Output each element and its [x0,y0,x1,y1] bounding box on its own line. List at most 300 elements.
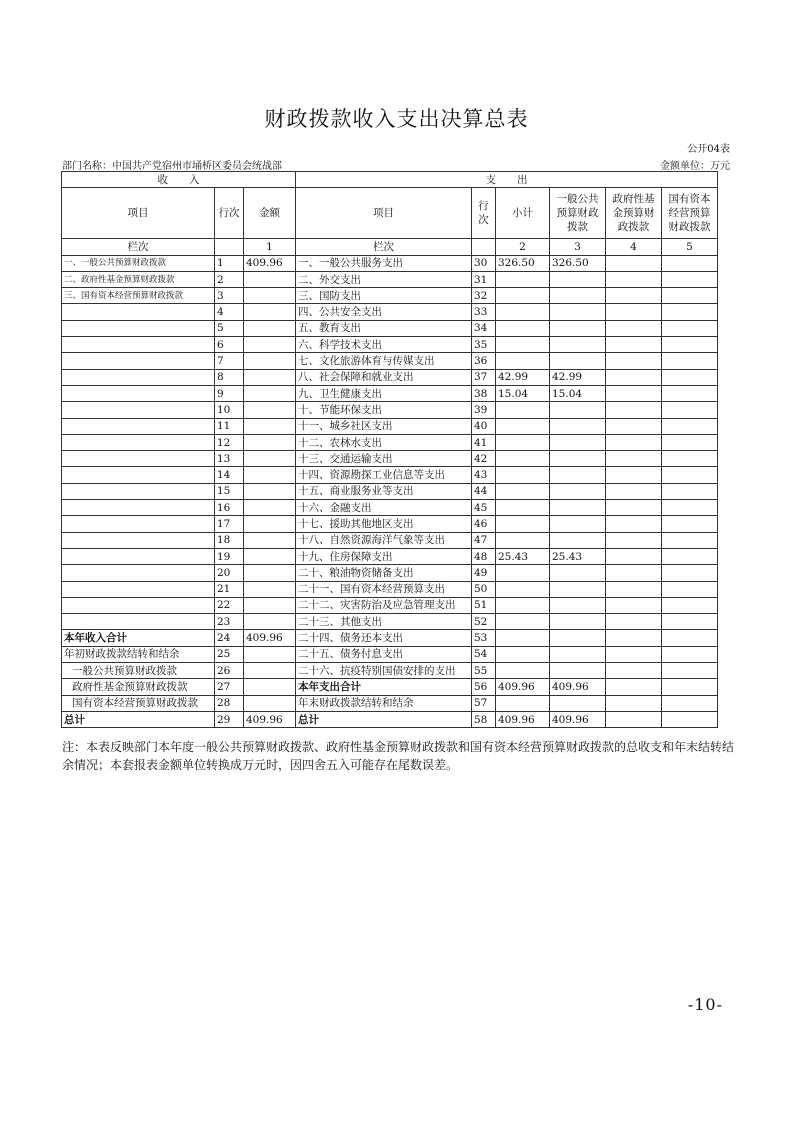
col-number-label: 栏次 [62,239,215,255]
expense-fund [606,288,662,304]
income-item: 二、政府性基金预算财政拨款 [62,271,215,287]
income-item [62,353,215,369]
expense-fund [606,565,662,581]
expense-general [550,516,606,532]
col-header-general: 一般公共预算财政拨款 [550,188,606,239]
expense-fund [606,711,662,727]
expense-item: 年末财政拨款结转和结余 [296,695,472,711]
expense-item: 二十六、抗疫特别国债安排的支出 [296,663,472,679]
expense-subtotal [496,353,550,369]
expense-general [550,418,606,434]
income-header: 收 入 [62,172,296,188]
expense-general [550,532,606,548]
income-item: 政府性基金预算财政拨款 [62,679,215,695]
expense-state [662,630,718,646]
table-row [62,369,718,385]
expense-item: 十、节能环保支出 [296,402,472,418]
expense-subtotal [496,663,550,679]
income-amount [244,532,296,548]
expense-subtotal [496,337,550,353]
expense-state [662,451,718,467]
table-row [62,255,718,271]
expense-item: 九、卫生健康支出 [296,385,472,401]
expense-state [662,646,718,662]
expense-general [550,271,606,287]
expense-subtotal [496,597,550,613]
income-row-no: 12 [215,434,244,450]
income-item [62,385,215,401]
income-row-no: 9 [215,385,244,401]
income-row-no: 27 [215,679,244,695]
expense-fund [606,483,662,499]
expense-item: 十二、农林水支出 [296,434,472,450]
expense-state [662,483,718,499]
income-item: 一般公共预算财政拨款 [62,663,215,679]
income-item [62,532,215,548]
expense-row-no: 43 [472,467,496,483]
table-row [62,646,718,662]
expense-item: 二十、粮油物资储备支出 [296,565,472,581]
income-item [62,516,215,532]
income-amount [244,385,296,401]
income-amount [244,271,296,287]
expense-fund [606,385,662,401]
expense-row-no: 47 [472,532,496,548]
col-header-item2: 项目 [296,188,472,239]
expense-general: 15.04 [550,385,606,401]
col-header-fund: 政府性基金预算财政拨款 [606,188,662,239]
income-amount [244,288,296,304]
expense-subtotal [496,581,550,597]
expense-row-no: 35 [472,337,496,353]
income-amount: 409.96 [244,255,296,271]
income-item: 一、一般公共预算财政拨款 [62,255,215,271]
table-row [62,695,718,711]
expense-row-no: 41 [472,434,496,450]
table-row [62,597,718,613]
expense-subtotal [496,646,550,662]
income-item: 三、国有资本经营预算财政拨款 [62,288,215,304]
income-amount [244,304,296,320]
expense-subtotal [496,434,550,450]
expense-item: 十一、城乡社区支出 [296,418,472,434]
expense-state [662,516,718,532]
income-row-no: 18 [215,532,244,548]
income-item: 国有资本经营预算财政拨款 [62,695,215,711]
expense-general [550,500,606,516]
income-row-no: 16 [215,500,244,516]
expense-state [662,304,718,320]
income-row-no: 3 [215,288,244,304]
expense-subtotal [496,614,550,630]
expense-general [550,565,606,581]
income-item [62,451,215,467]
expense-subtotal [496,304,550,320]
expense-row-no: 54 [472,646,496,662]
income-row-no: 23 [215,614,244,630]
expense-general: 409.96 [550,679,606,695]
page-title: 财政拨款收入支出决算总表 [264,107,529,131]
income-amount [244,565,296,581]
expense-item: 本年支出合计 [296,679,472,695]
header-row-columns [62,188,718,239]
income-item: 总计 [62,711,215,727]
col-header-state: 国有资本经营预算财政拨款 [662,188,718,239]
income-amount: 409.96 [244,711,296,727]
expense-subtotal [496,565,550,581]
expense-subtotal [496,320,550,336]
income-amount [244,597,296,613]
expense-general [550,402,606,418]
expense-row-no: 40 [472,418,496,434]
col-number-empty [472,239,496,255]
expense-item: 二十五、债务付息支出 [296,646,472,662]
expense-row-no: 52 [472,614,496,630]
expense-fund [606,581,662,597]
expense-subtotal: 42.99 [496,369,550,385]
expense-row-no: 48 [472,548,496,564]
expense-state [662,711,718,727]
income-item [62,581,215,597]
col-number-empty [215,239,244,255]
expense-subtotal [496,288,550,304]
income-row-no: 6 [215,337,244,353]
income-amount: 409.96 [244,630,296,646]
expense-state [662,532,718,548]
column-number-row [62,239,718,255]
income-amount [244,679,296,695]
expense-item: 总计 [296,711,472,727]
expense-subtotal [496,402,550,418]
expense-state [662,320,718,336]
expense-item: 七、文化旅游体育与传媒支出 [296,353,472,369]
income-amount [244,581,296,597]
income-row-no: 17 [215,516,244,532]
expense-general [550,320,606,336]
expense-fund [606,418,662,434]
income-row-no: 15 [215,483,244,499]
income-row-no: 13 [215,451,244,467]
income-item [62,418,215,434]
expense-item: 六、科学技术支出 [296,337,472,353]
expense-general: 326.50 [550,255,606,271]
page-number: -10- [687,995,723,1014]
income-item [62,402,215,418]
income-row-no: 26 [215,663,244,679]
expense-general: 42.99 [550,369,606,385]
expense-state [662,597,718,613]
expense-state [662,288,718,304]
income-item [62,483,215,499]
table-row [62,434,718,450]
expense-state [662,679,718,695]
expense-row-no: 46 [472,516,496,532]
income-amount [244,467,296,483]
expense-fund [606,467,662,483]
income-item [62,320,215,336]
expense-row-no: 56 [472,679,496,695]
expense-state [662,565,718,581]
expense-item: 十三、交通运输支出 [296,451,472,467]
income-item [62,597,215,613]
expense-general [550,467,606,483]
expense-subtotal [496,500,550,516]
form-number: 公开04表 [687,144,730,155]
budget-summary-table [61,171,718,728]
expense-fund [606,434,662,450]
table-row [62,711,718,727]
expense-state [662,271,718,287]
table-row [62,532,718,548]
col-header-row2: 行次 [472,188,496,239]
table-row [62,483,718,499]
expense-subtotal [496,483,550,499]
income-amount [244,516,296,532]
income-item [62,337,215,353]
income-row-no: 20 [215,565,244,581]
expense-row-no: 42 [472,451,496,467]
col-header-amount: 金额 [244,188,296,239]
income-amount [244,320,296,336]
expense-state [662,369,718,385]
expense-row-no: 30 [472,255,496,271]
income-amount [244,369,296,385]
expense-item: 二十四、债务还本支出 [296,630,472,646]
table-row [62,288,718,304]
income-amount [244,434,296,450]
expense-row-no: 31 [472,271,496,287]
expense-item: 五、教育支出 [296,320,472,336]
col-number-5: 5 [662,239,718,255]
expense-state [662,434,718,450]
table-row [62,581,718,597]
expense-general [550,646,606,662]
income-amount [244,483,296,499]
expense-fund [606,337,662,353]
expense-general [550,451,606,467]
expense-item: 二、外交支出 [296,271,472,287]
income-row-no: 2 [215,271,244,287]
expense-row-no: 33 [472,304,496,320]
expense-fund [606,532,662,548]
amount-unit: 金额单位：万元 [660,161,730,172]
expense-state [662,385,718,401]
table-row [62,271,718,287]
income-item [62,369,215,385]
expense-item: 二十二、灾害防治及应急管理支出 [296,597,472,613]
expense-subtotal: 409.96 [496,679,550,695]
expense-row-no: 45 [472,500,496,516]
income-row-no: 21 [215,581,244,597]
expense-fund [606,630,662,646]
expense-state [662,467,718,483]
table-row [62,548,718,564]
expense-fund [606,451,662,467]
expense-item: 十七、援助其他地区支出 [296,516,472,532]
expense-fund [606,663,662,679]
expense-item: 十八、自然资源海洋气象等支出 [296,532,472,548]
income-item [62,500,215,516]
income-amount [244,548,296,564]
expense-subtotal [496,271,550,287]
expense-row-no: 50 [472,581,496,597]
expense-state [662,548,718,564]
table-row [62,337,718,353]
income-amount [244,695,296,711]
income-row-no: 1 [215,255,244,271]
income-item [62,304,215,320]
expense-item: 十九、住房保障支出 [296,548,472,564]
expense-general [550,614,606,630]
expense-row-no: 34 [472,320,496,336]
expense-fund [606,255,662,271]
expense-row-no: 38 [472,385,496,401]
table-row [62,679,718,695]
header-row-sections [62,172,718,188]
expense-item: 三、国防支出 [296,288,472,304]
expense-fund [606,646,662,662]
expense-general [550,663,606,679]
expense-fund [606,304,662,320]
table-row [62,500,718,516]
expense-state [662,614,718,630]
income-row-no: 8 [215,369,244,385]
expense-fund [606,500,662,516]
expense-state [662,663,718,679]
expense-row-no: 51 [472,597,496,613]
expense-state [662,500,718,516]
expense-subtotal [496,630,550,646]
income-item [62,565,215,581]
income-item [62,434,215,450]
income-amount [244,451,296,467]
col-number-1: 1 [244,239,296,255]
table-row [62,385,718,401]
table-row [62,630,718,646]
income-row-no: 24 [215,630,244,646]
expense-item: 十四、资源勘探工业信息等支出 [296,467,472,483]
col-number-3: 3 [550,239,606,255]
expense-fund [606,679,662,695]
income-amount [244,614,296,630]
expense-general [550,630,606,646]
expense-general [550,353,606,369]
expense-row-no: 36 [472,353,496,369]
expense-fund [606,548,662,564]
income-item [62,548,215,564]
income-amount [244,663,296,679]
expense-general [550,483,606,499]
expense-row-no: 58 [472,711,496,727]
expense-row-no: 53 [472,630,496,646]
expense-general [550,434,606,450]
expense-row-no: 55 [472,663,496,679]
expense-row-no: 39 [472,402,496,418]
income-row-no: 11 [215,418,244,434]
income-row-no: 14 [215,467,244,483]
table-row [62,663,718,679]
expense-subtotal [496,451,550,467]
expense-subtotal [496,532,550,548]
table-row [62,402,718,418]
expense-subtotal [496,516,550,532]
expense-general: 409.96 [550,711,606,727]
expense-row-no: 32 [472,288,496,304]
income-row-no: 19 [215,548,244,564]
expense-general [550,337,606,353]
expense-fund [606,353,662,369]
expense-fund [606,695,662,711]
income-amount [244,646,296,662]
expense-state [662,581,718,597]
expense-item: 十五、商业服务业等支出 [296,483,472,499]
income-row-no: 5 [215,320,244,336]
income-amount [244,500,296,516]
expense-item: 二十三、其他支出 [296,614,472,630]
income-item [62,467,215,483]
expense-fund [606,369,662,385]
expense-row-no: 44 [472,483,496,499]
expense-row-no: 57 [472,695,496,711]
expense-state [662,418,718,434]
expense-item: 一、一般公共服务支出 [296,255,472,271]
expense-fund [606,614,662,630]
expense-fund [606,402,662,418]
income-amount [244,337,296,353]
expense-subtotal [496,467,550,483]
expense-fund [606,320,662,336]
expense-general [550,304,606,320]
col-header-item: 项目 [62,188,215,239]
expense-fund [606,516,662,532]
expense-item: 四、公共安全支出 [296,304,472,320]
table-row [62,614,718,630]
department-name: 部门名称：中国共产党宿州市埇桥区委员会统战部 [62,161,282,172]
col-number-label-right: 栏次 [296,239,472,255]
expense-subtotal: 409.96 [496,711,550,727]
expense-state [662,402,718,418]
income-item: 年初财政拨款结转和结余 [62,646,215,662]
income-row-no: 29 [215,711,244,727]
income-row-no: 28 [215,695,244,711]
income-amount [244,353,296,369]
income-amount [244,402,296,418]
expense-subtotal: 326.50 [496,255,550,271]
income-row-no: 10 [215,402,244,418]
income-row-no: 22 [215,597,244,613]
income-row-no: 4 [215,304,244,320]
expense-general [550,695,606,711]
expense-subtotal [496,695,550,711]
table-row [62,565,718,581]
expense-state [662,255,718,271]
expense-state [662,353,718,369]
expense-state [662,695,718,711]
expense-state [662,337,718,353]
expense-row-no: 37 [472,369,496,385]
col-number-2: 2 [496,239,550,255]
col-number-4: 4 [606,239,662,255]
income-amount [244,418,296,434]
income-row-no: 25 [215,646,244,662]
expense-item: 十六、金融支出 [296,500,472,516]
table-row [62,451,718,467]
expense-general [550,581,606,597]
expense-item: 八、社会保障和就业支出 [296,369,472,385]
table-note: 注：本表反映部门本年度一般公共预算财政拨款、政府性基金预算财政拨款和国有资本经营预算财政拨款的总收支和年末结转结余情况；本套报表金额单位转换成万元时，因四舍五入可能存在尾数误差。 [62,740,735,772]
income-row-no: 7 [215,353,244,369]
expense-fund [606,271,662,287]
